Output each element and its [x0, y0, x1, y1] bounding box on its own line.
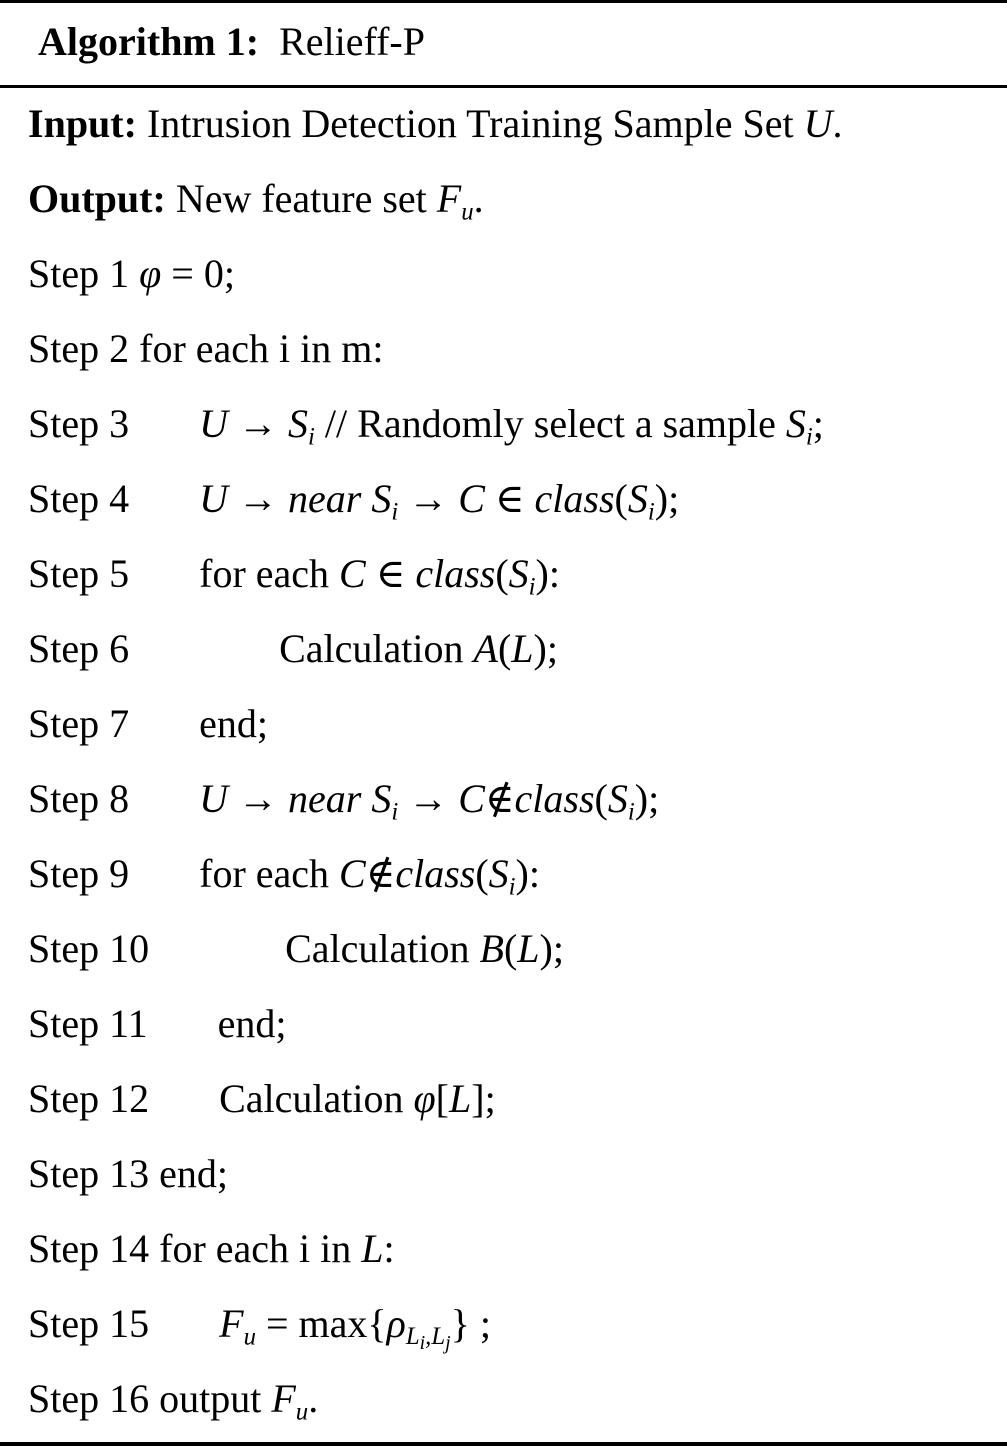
output-line: Output: New feature set $F_u$.	[28, 176, 484, 226]
step-5: Step 5 for each C ∈ $class(S_i)$:	[28, 551, 560, 601]
step-7: Step 7 end;	[28, 701, 268, 746]
step-10: Step 10 Calculation B(L);	[28, 926, 564, 971]
input-line: Input: Intrusion Detection Training Sample Set U.	[28, 101, 843, 146]
step-6: Step 6 Calculation A(L);	[28, 626, 558, 671]
input-label: Input:	[28, 101, 137, 146]
step-14: Step 14 for each i in L:	[28, 1226, 395, 1271]
algorithm-name: Relieff-P	[279, 19, 425, 64]
step-2: Step 2 for each i in m:	[28, 326, 384, 371]
step-13: Step 13 end;	[28, 1151, 228, 1196]
step-9: Step 9 for each $C\notin class(S_i)$:	[28, 851, 540, 901]
top-rule	[0, 0, 1007, 3]
step-16: Step 16 output $F_u$.	[28, 1376, 319, 1426]
bottom-rule	[0, 1442, 1007, 1446]
step-12: Step 12 Calculation φ[L];	[28, 1076, 496, 1121]
algorithm-label: Algorithm 1:	[38, 19, 260, 64]
step-8: Step 8 U → near $S_i$ → $C\notin class(S_i)$;	[28, 776, 660, 826]
step-4: Step 4 U → near $S_i \to C$ ∈ $class(S_i)$;	[28, 476, 680, 526]
algorithm-title	[38, 18, 425, 65]
header-rule	[0, 85, 1007, 88]
step-15: Step 15 $F_u = \max\{\rho_{L_i,L_j}\}$ ;	[28, 1301, 491, 1355]
step-3: Step 3 $U \to S_i$ // Randomly select a sample $S_i$;	[28, 401, 824, 451]
step-11: Step 11 end;	[28, 1001, 287, 1046]
output-label: Output:	[28, 176, 166, 221]
step-1: Step 1 φ = 0;	[28, 251, 235, 296]
